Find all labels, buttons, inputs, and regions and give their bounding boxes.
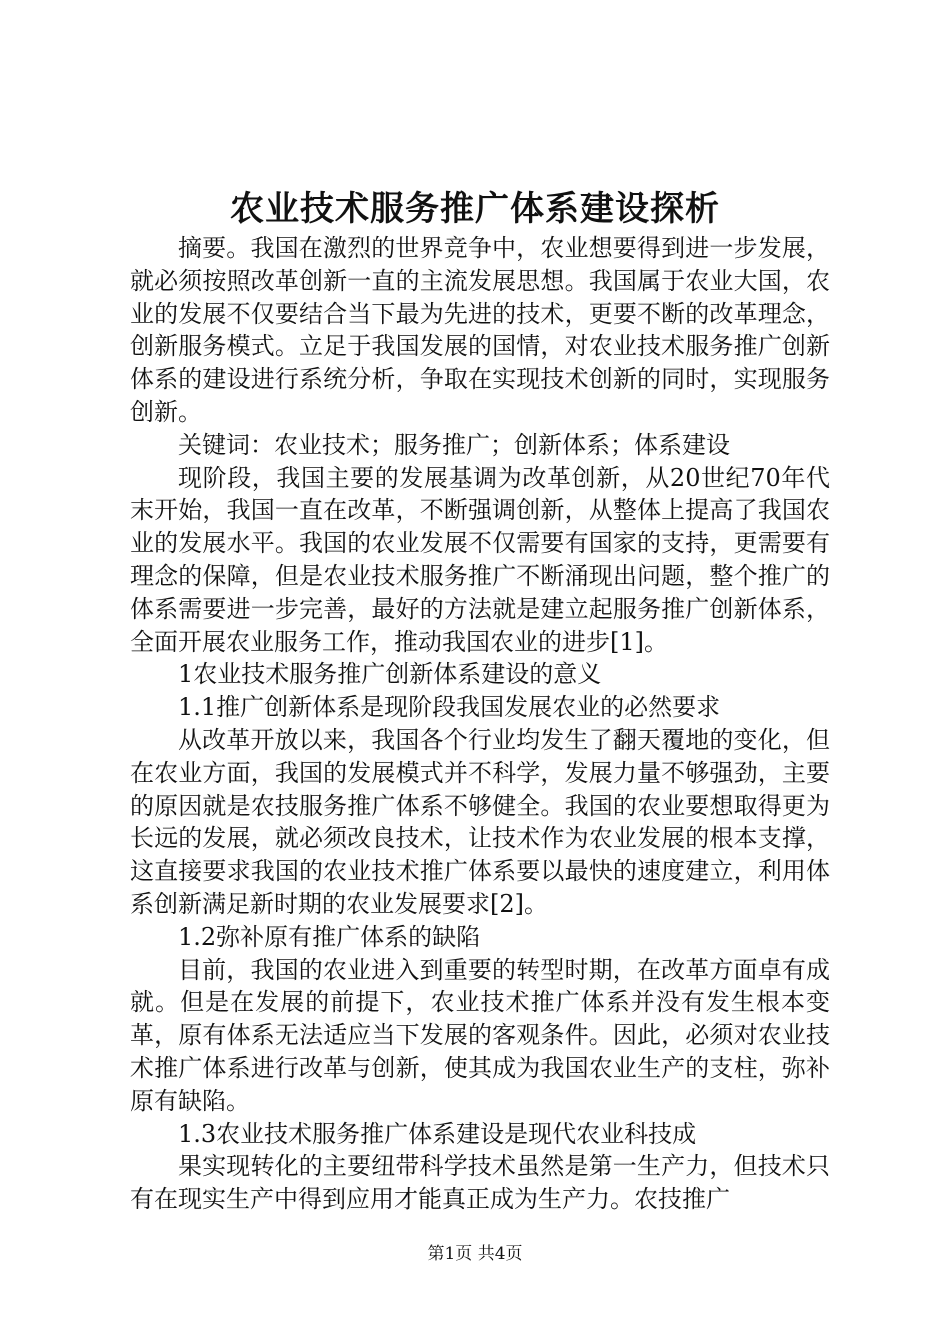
section-heading-1-1: 1.1推广创新体系是现阶段我国发展农业的必然要求 [178, 693, 721, 722]
section-heading-1-2: 1.2弥补原有推广体系的缺陷 [178, 922, 481, 951]
section-1-2-paragraph: 目前，我国的农业进入到重要的转型时期，在改革方面卓有成就。但是在发展的前提下，农业技术推广体系并没有发生根本变革，原有体系无法适应当下发展的客观条件。因此，必须对农业技术推广体系进行改革与创新，使其成为我国农业生产的支柱，弥补原有缺陷。 [130, 955, 830, 1115]
intro-paragraph: 现阶段，我国主要的发展基调为改革创新，从20世纪70年代末开始，我国一直在改革，不断强调创新，从整体上提高了我国农业的发展水平。我国的农业发展不仅需要有国家的支持，更需要有理念的保障，但是农业技术服务推广不断涌现出问题，整个推广的体系需要进一步完善，最好的方法就是建立起服务推广创新体系，全面开展农业服务工作，推动我国农业的进步[1]。 [130, 463, 830, 656]
section-heading-1-3: 1.3农业技术服务推广体系建设是现代农业科技成 [178, 1119, 697, 1148]
section-1-3-paragraph: 果实现转化的主要纽带科学技术虽然是第一生产力，但技术只有在现实生产中得到应用才能真正成为生产力。农技推广 [130, 1152, 830, 1214]
abstract-paragraph: 摘要。我国在激烈的世界竞争中，农业想要得到进一步发展，就必须按照改革创新一直的主流发展思想。我国属于农业大国，农业的发展不仅要结合当下最为先进的技术，更要不断的改革理念，创新服务模式。立足于我国发展的国情，对农业技术服务推广创新体系的建设进行系统分析，争取在实现技术创新的同时，实现服务创新。 [130, 234, 830, 426]
section-1-1-paragraph: 从改革开放以来，我国各个行业均发生了翻天覆地的变化，但在农业方面，我国的发展模式并不科学，发展力量不够强劲，主要的原因就是农技服务推广体系不够健全。我国的农业要想取得更为长远的发展，就必须改良技术，让技术作为农业发展的根本支撑，这直接要求我国的农业技术推广体系要以最快的速度建立，利用体系创新满足新时期的农业发展要求[2]。 [130, 725, 830, 918]
section-heading-1: 1农业技术服务推广创新体系建设的意义 [178, 660, 602, 689]
keywords-line: 关键词：农业技术；服务推广；创新体系；体系建设 [178, 430, 730, 459]
page-footer: 第1页 共4页 [427, 1244, 523, 1264]
document-title: 农业技术服务推广体系建设探析 [230, 189, 720, 229]
document-body [130, 232, 830, 1216]
